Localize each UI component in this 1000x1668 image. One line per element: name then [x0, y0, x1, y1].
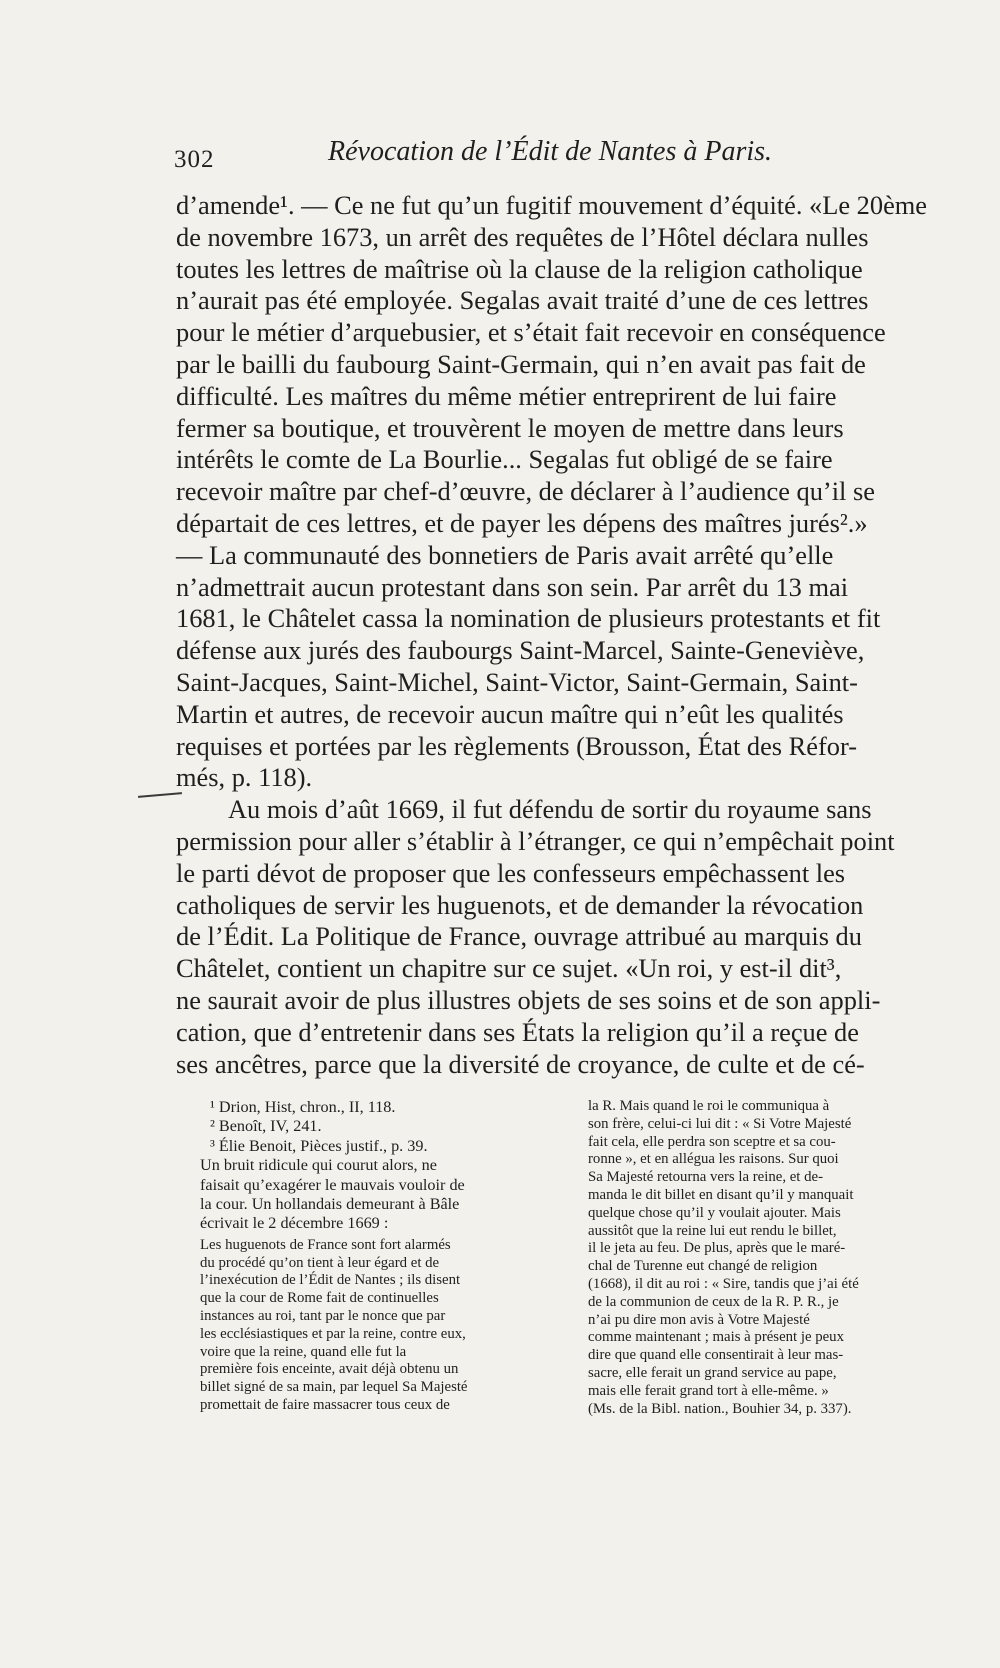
- quoted-letter-line: n’ai pu dire mon avis à Votre Majesté: [588, 1311, 810, 1328]
- quoted-letter-line: (Ms. de la Bibl. nation., Bouhier 34, p. 337).: [588, 1400, 852, 1417]
- text-line: toutes les lettres de maîtrise où la clause de la religion catholique: [176, 253, 863, 284]
- text-line: de l’Édit. La Politique de France, ouvrage attribué au marquis du: [176, 921, 862, 952]
- text-line: Au mois d’aût 1669, il fut défendu de sortir du royaume sans: [228, 794, 872, 825]
- text-line: ne saurait avoir de plus illustres objets de ses soins et de son appli-: [176, 984, 881, 1015]
- footnotes-left-column: [200, 1098, 568, 1415]
- footnotes-right-column: [588, 1098, 948, 1418]
- text-line: d’amende¹. — Ce ne fut qu’un fugitif mouvement d’équité. «Le 20ème: [176, 190, 928, 220]
- quoted-letter-line: son frère, celui-ci lui dit : « Si Votre Majesté: [588, 1115, 852, 1132]
- text-line: Martin et autres, de recevoir aucun maître qui n’eût les qualités: [176, 698, 844, 729]
- footnote-line: ³ Élie Benoit, Pièces justif., p. 39.: [210, 1136, 428, 1155]
- quoted-letter-line: voire que la reine, quand elle fut la: [200, 1343, 407, 1360]
- quoted-letter-line: de la communion de ceux de la R. P. R., je: [588, 1293, 839, 1310]
- quoted-letter-line: que la cour de Rome fait de continuelles: [200, 1290, 439, 1307]
- text-line: n’aurait pas été employée. Segalas avait traité d’une de ces lettres: [176, 285, 869, 316]
- quoted-letter-line: l’inexécution de l’Édit de Nantes ; ils disent: [200, 1272, 461, 1289]
- running-title: Révocation de l’Édit de Nantes à Paris.: [328, 136, 773, 167]
- text-line: cation, que d’entretenir dans ses États la religion qu’il a reçue de: [176, 1016, 859, 1047]
- text-line: n’admettrait aucun protestant dans son sein. Par arrêt du 13 mai: [176, 571, 849, 602]
- footnote-line: faisait qu’exagérer le mauvais vouloir de: [200, 1175, 465, 1194]
- text-line: recevoir maître par chef-d’œuvre, de déclarer à l’audience qu’il se: [176, 476, 875, 507]
- main-text: [176, 190, 946, 1080]
- quoted-letter-line: promettait de faire massacrer tous ceux de: [200, 1397, 450, 1414]
- page-number: 302: [174, 146, 215, 173]
- text-line: défense aux jurés des faubourgs Saint-Marcel, Sainte-Geneviève,: [176, 635, 865, 666]
- footnote-line: la cour. Un hollandais demeurant à Bâle: [200, 1195, 460, 1214]
- text-line: Châtelet, contient un chapitre sur ce sujet. «Un roi, y est-il dit³,: [176, 953, 842, 984]
- text-line: pour le métier d’arquebusier, et s’était fait recevoir en conséquence: [176, 317, 886, 348]
- text-line: — La communauté des bonnetiers de Paris avait arrêté qu’elle: [176, 539, 834, 570]
- text-line: permission pour aller s’établir à l’étranger, ce qui n’empêchait point: [176, 825, 895, 856]
- quoted-letter-line: comme maintenant ; mais à présent je peux: [588, 1329, 844, 1346]
- text-line: més, p. 118).: [176, 762, 313, 793]
- text-line: catholiques de servir les huguenots, et de demander la révocation: [176, 889, 864, 920]
- quoted-letter-line: première fois enceinte, avait déjà obtenu un: [200, 1361, 459, 1378]
- footnote-line: écrivait le 2 décembre 1669 :: [200, 1214, 389, 1233]
- quoted-letter-line: les ecclésiastiques et par la reine, contre eux,: [200, 1325, 466, 1342]
- quoted-letter-line: ronne », et en allégua les raisons. Sur quoi: [588, 1151, 839, 1168]
- text-line: de novembre 1673, un arrêt des requêtes de l’Hôtel déclara nulles: [176, 221, 869, 252]
- footnote-line: ¹ Drion, Hist, chron., II, 118.: [210, 1098, 396, 1116]
- text-line: le parti dévot de proposer que les confesseurs empêchassent les: [176, 857, 846, 888]
- quoted-letter-line: Les huguenots de France sont fort alarmés: [200, 1236, 451, 1253]
- footnote-line: Un bruit ridicule qui courut alors, ne: [200, 1156, 437, 1175]
- quoted-letter-line: manda le dit billet en disant qu’il y manquait: [588, 1186, 854, 1203]
- text-line: difficulté. Les maîtres du même métier entreprirent de lui faire: [176, 380, 837, 411]
- footnote-line: ² Benoît, IV, 241.: [210, 1117, 322, 1136]
- quoted-letter-line: aussitôt que la reine lui eut rendu le billet,: [588, 1222, 837, 1239]
- quoted-letter-line: chal de Turenne eut changé de religion: [588, 1258, 818, 1275]
- text-line: intérêts le comte de La Bourlie... Segalas fut obligé de se faire: [176, 444, 833, 475]
- text-line: ses ancêtres, parce que la diversité de croyance, de culte et de cé-: [176, 1048, 865, 1079]
- quoted-letter-line: dire que quand elle consentirait à leur mas-: [588, 1347, 844, 1364]
- quoted-letter-line: billet signé de sa main, par lequel Sa Majesté: [200, 1379, 468, 1396]
- quoted-letter-line: Sa Majesté retourna vers la reine, et de-: [588, 1169, 824, 1186]
- text-line: Saint-Jacques, Saint-Michel, Saint-Victor, Saint-Germain, Saint-: [176, 666, 858, 697]
- text-line: départait de ces lettres, et de payer les dépens des maîtres jurés².»: [176, 507, 868, 538]
- quoted-letter-line: quelque chose qu’il y voulait ajouter. Mais: [588, 1204, 841, 1221]
- text-line: par le bailli du faubourg Saint-Germain, qui n’en avait pas fait de: [176, 348, 866, 379]
- quoted-letter-line: (1668), il dit au roi : « Sire, tandis que j’ai été: [588, 1275, 859, 1292]
- page-header: [168, 130, 788, 180]
- quoted-letter-line: du procédé qu’on tient à leur égard et de: [200, 1254, 440, 1271]
- quoted-letter-line: la R. Mais quand le roi le communiqua à: [588, 1098, 830, 1114]
- text-line: fermer sa boutique, et trouvèrent le moyen de mettre dans leurs: [176, 412, 844, 443]
- text-line: requises et portées par les règlements (Brousson, État des Réfor-: [176, 730, 858, 761]
- quoted-letter-line: il le jeta au feu. De plus, après que le maré-: [588, 1240, 846, 1257]
- quoted-letter-line: mais elle ferait grand tort à elle-même. »: [588, 1382, 829, 1399]
- quoted-letter-line: instances au roi, tant par le nonce que par: [200, 1308, 446, 1325]
- text-line: 1681, le Châtelet cassa la nomination de plusieurs protestants et fit: [176, 603, 881, 634]
- quoted-letter-line: sacre, elle ferait un grand service au pape,: [588, 1364, 837, 1381]
- quoted-letter-line: fait cela, elle perdra son sceptre et sa cou-: [588, 1133, 836, 1150]
